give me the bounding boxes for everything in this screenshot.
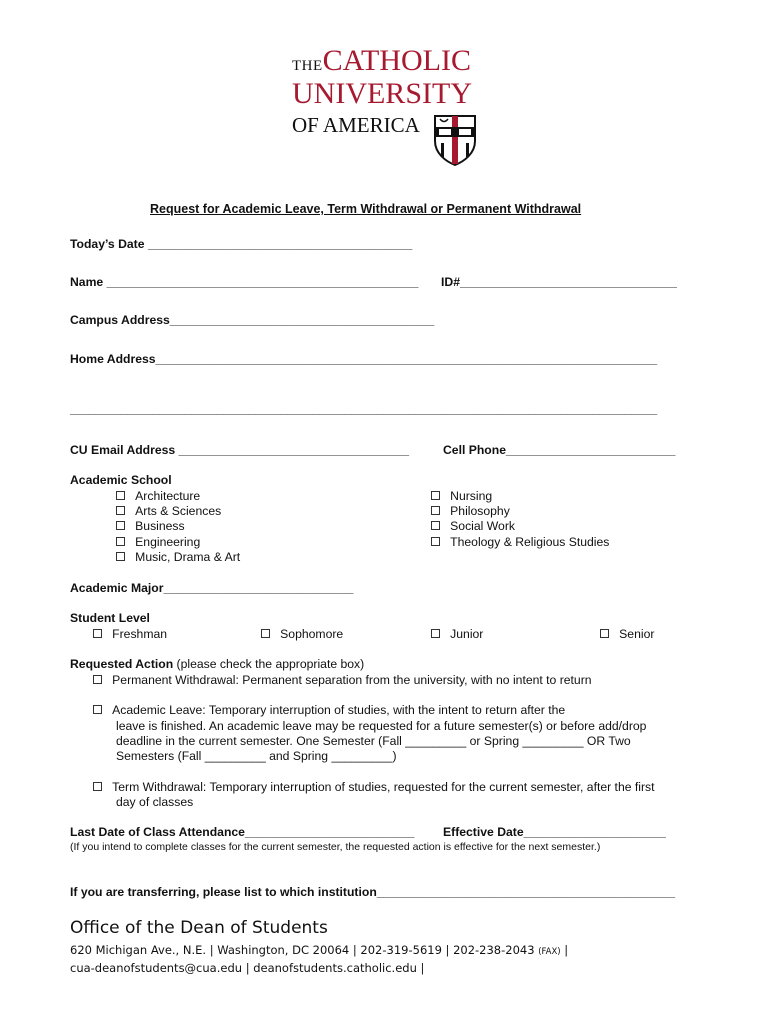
checkbox[interactable] [431, 521, 440, 530]
checkbox[interactable] [116, 506, 125, 515]
level-option-senior[interactable] [600, 627, 654, 641]
logo-catholic: CATHOLIC [322, 44, 472, 77]
action-academic-line-4: Semesters (Fall _________ and Spring _________) [116, 749, 397, 763]
checkbox[interactable] [93, 675, 102, 684]
action-academic-line-2: leave is finished. An academic leave may be requested for a future semester(s) or before add/drop [116, 719, 647, 733]
logo-the: THE [292, 58, 323, 74]
action-label: Permanent Withdrawal: Permanent separation from the university, with no intent to return [112, 673, 592, 687]
checkbox[interactable] [431, 506, 440, 515]
school-option-social-work[interactable] [431, 519, 515, 533]
school-label: Business [135, 519, 185, 533]
todays-date-field[interactable]: Today’s Date _______________________________________ [70, 237, 413, 251]
action-option-term-withdrawal[interactable] [93, 780, 655, 794]
name-field[interactable]: Name ______________________________________________ [70, 275, 419, 289]
form-title: Request for Academic Leave, Term Withdrawal or Permanent Withdrawal [150, 202, 582, 216]
school-option-nursing[interactable] [431, 489, 492, 503]
school-label: Architecture [135, 489, 201, 503]
office-contact[interactable]: cua-deanofstudents@cua.edu | deanofstudents.catholic.edu | [70, 961, 425, 975]
school-option-engineering[interactable] [116, 535, 200, 549]
level-label: Freshman [112, 627, 168, 641]
school-option-architecture[interactable] [116, 489, 200, 503]
address-end: | [560, 943, 569, 957]
level-option-junior[interactable] [431, 627, 483, 641]
checkbox[interactable] [93, 629, 102, 638]
fax-label: (FAX) [538, 947, 561, 957]
checkbox[interactable] [116, 521, 125, 530]
checkbox[interactable] [261, 629, 270, 638]
checkbox[interactable] [116, 552, 125, 561]
student-level-label: Student Level [70, 611, 150, 625]
academic-major-field[interactable]: Academic Major____________________________ [70, 581, 354, 595]
action-label: Term Withdrawal: Temporary interruption of studies, requested for the current semester, after the first [112, 780, 655, 794]
level-label: Sophomore [280, 627, 344, 641]
checkbox[interactable] [93, 705, 102, 714]
cell-phone-field[interactable]: Cell Phone_________________________ [443, 443, 676, 457]
checkbox[interactable] [431, 491, 440, 500]
checkbox[interactable] [431, 537, 440, 546]
school-label: Philosophy [450, 504, 510, 518]
requested-action-heading [70, 657, 364, 671]
logo-university: UNIVERSITY [292, 77, 472, 110]
id-field[interactable]: ID#________________________________ [441, 275, 677, 289]
action-option-permanent[interactable] [93, 673, 592, 687]
checkbox[interactable] [93, 782, 102, 791]
shield-icon [432, 113, 478, 167]
action-option-academic-leave[interactable] [93, 703, 565, 717]
level-label: Senior [619, 627, 655, 641]
school-label: Music, Drama & Art [135, 550, 241, 564]
requested-action-hint: (please check the appropriate box) [173, 657, 365, 671]
home-address-field[interactable]: Home Address__________________________________________________________________________ [70, 352, 658, 366]
address-line-2-field[interactable]: ____________________________________________________________________________________________ [70, 402, 657, 416]
effective-date-field[interactable]: Effective Date_____________________ [443, 825, 666, 839]
effective-note: (If you intend to complete classes for the current semester, the requested action is effective for the next semester.) [70, 841, 601, 853]
office-address [70, 943, 568, 957]
email-field[interactable]: CU Email Address __________________________________ [70, 443, 410, 457]
checkbox[interactable] [116, 537, 125, 546]
level-option-freshman[interactable] [93, 627, 167, 641]
action-academic-line-3: deadline in the current semester. One Semester (Fall _________ or Spring _________ OR Two [116, 734, 631, 748]
school-option-arts-sciences[interactable] [116, 504, 221, 518]
school-label: Social Work [450, 519, 515, 533]
school-option-philosophy[interactable] [431, 504, 510, 518]
level-label: Junior [450, 627, 484, 641]
checkbox[interactable] [431, 629, 440, 638]
logo-of-america: OF AMERICA [292, 113, 420, 137]
school-label: Arts & Sciences [135, 504, 222, 518]
school-label: Engineering [135, 535, 201, 549]
requested-action-label: Requested Action [70, 657, 174, 671]
action-label: Academic Leave: Temporary interruption of studies, with the intent to return after the [112, 703, 566, 717]
office-title: Office of the Dean of Students [70, 918, 328, 938]
level-option-sophomore[interactable] [261, 627, 343, 641]
address-text: 620 Michigan Ave., N.E. | Washington, DC 20064 | 202-319-5619 | 202-238-2043 [70, 943, 539, 957]
campus-address-field[interactable]: Campus Address_______________________________________ [70, 313, 435, 327]
action-term-line-2: day of classes [116, 795, 194, 809]
checkbox[interactable] [600, 629, 609, 638]
checkbox[interactable] [116, 491, 125, 500]
last-date-field[interactable]: Last Date of Class Attendance_________________________ [70, 825, 415, 839]
school-label: Nursing [450, 489, 493, 503]
academic-school-label: Academic School [70, 473, 172, 487]
school-label: Theology & Religious Studies [450, 535, 610, 549]
school-option-business[interactable] [116, 519, 185, 533]
school-option-music-drama-art[interactable] [116, 550, 240, 564]
school-option-theology[interactable] [431, 535, 609, 549]
transfer-institution-field[interactable]: If you are transferring, please list to which institution____________________________________________ [70, 885, 676, 899]
